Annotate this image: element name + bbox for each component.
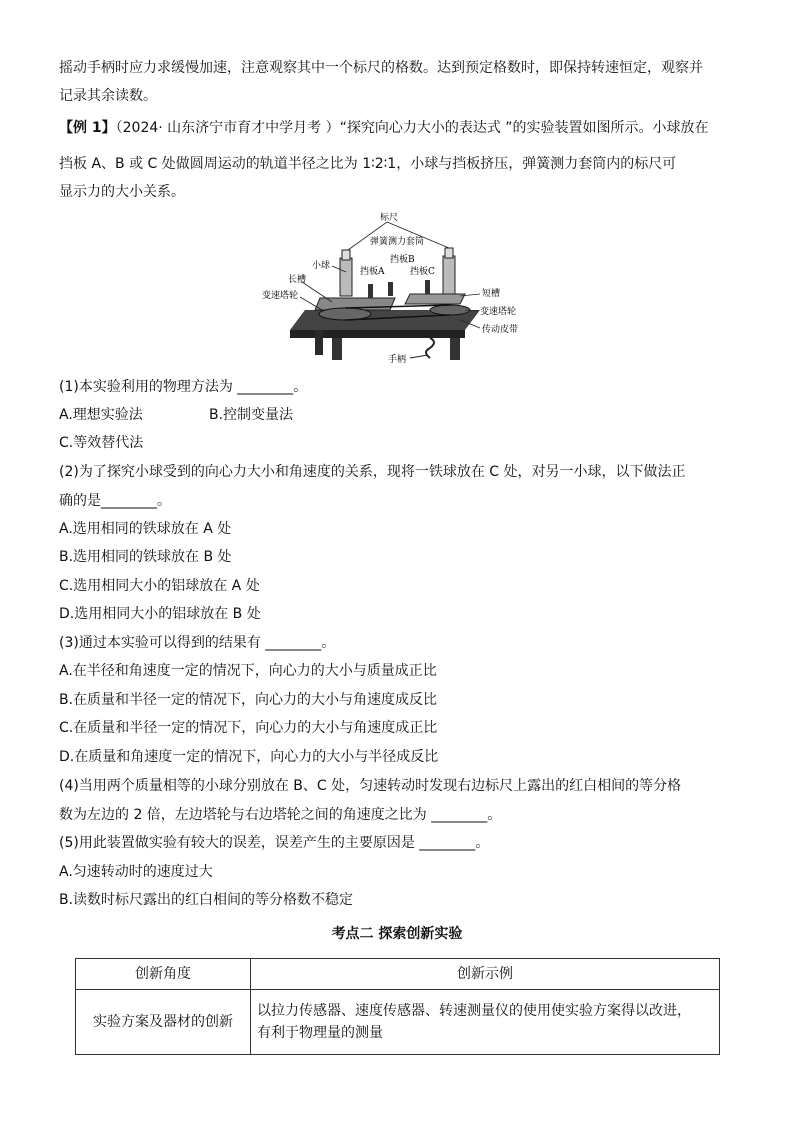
intro-line-2: 记录其余读数。	[59, 88, 157, 104]
table-cell-example	[251, 990, 720, 1055]
q1-options-row	[59, 405, 739, 425]
q2-line-1: (2)为了探究小球受到的向心力大小和角速度的关系，现将一铁球放在 C 处，对另一小球，以下做法正	[59, 464, 686, 480]
label-long-slot: 长槽	[288, 275, 307, 285]
section-title: 考点二 探索创新实验	[331, 926, 463, 942]
example-tag: 【例 1】	[59, 120, 116, 136]
q4-line-1: (4)当用两个质量相等的小球分别放在 B、C 处，匀速转动时发现右边标尺上露出的红白相间的等分格	[59, 778, 682, 794]
table-header-example: 创新示例	[251, 959, 720, 990]
q3-option-c: C.在质量和半径一定的情况下，向心力的大小与角速度成正比	[59, 720, 438, 736]
q1: (1)本实验利用的物理方法为 ________。	[59, 379, 308, 395]
table-header-row	[76, 959, 720, 990]
example-line-1	[59, 118, 739, 138]
table-row	[76, 990, 720, 1055]
q2-line-2: 确的是________。	[59, 493, 171, 509]
label-tower-left: 变速塔轮	[262, 291, 299, 301]
q3-option-d: D.在质量和角速度一定的情况下，向心力的大小与半径成反比	[59, 749, 439, 765]
q2-option-d: D.选用相同大小的铝球放在 B 处	[59, 606, 261, 622]
table-cell-example-line-2: 有利于物理量的测量	[257, 1025, 383, 1041]
q3-option-b: B.在质量和半径一定的情况下，向心力的大小与角速度成反比	[59, 692, 438, 708]
q5-option-b: B.读数时标尺露出的红白相间的等分格数不稳定	[59, 892, 354, 908]
q1-option-b: B.控制变量法	[209, 407, 294, 423]
innovation-table	[75, 958, 720, 1055]
table-cell-example-line-1: 以拉力传感器、速度传感器、转速测量仪的使用使实验方案得以改进，	[257, 1003, 691, 1019]
intro-line-1: 摇动手柄时应力求缓慢加速，注意观察其中一个标尺的格数。达到预定格数时，即保持转速恒定，观察并	[59, 60, 703, 76]
table-header-angle: 创新角度	[76, 959, 251, 990]
example-line-3: 显示力的大小关系。	[59, 184, 185, 200]
example-line-2: 挡板 A、B 或 C 处做圆周运动的轨道半径之比为 1∶2∶1，小球与挡板挤压，弹簧测力套筒内的标尺可	[59, 156, 677, 172]
label-sleeve: 弹簧测力套筒	[370, 237, 425, 247]
apparatus-figure	[260, 210, 530, 370]
q2-option-a: A.选用相同的铁球放在 A 处	[59, 521, 232, 537]
label-baffle-b: 挡板B	[390, 255, 415, 265]
label-short-slot: 短槽	[482, 289, 501, 299]
q3-option-a: A.在半径和角速度一定的情况下，向心力的大小与质量成正比	[59, 663, 437, 679]
label-baffle-c: 挡板C	[410, 267, 435, 277]
table-cell-angle: 实验方案及器材的创新	[76, 990, 251, 1055]
label-belt: 传动皮带	[482, 325, 519, 335]
label-ruler: 标尺	[380, 213, 399, 223]
label-handle: 手柄	[388, 355, 407, 365]
label-tower-right: 变速塔轮	[480, 307, 517, 317]
q1-option-a: A.理想实验法	[59, 407, 143, 423]
q5: (5)用此装置做实验有较大的误差，误差产生的主要原因是 ________。	[59, 835, 490, 851]
example-source: （2024· 山东济宁市育才中学月考 ）“探究向心力大小的表达式 ”的实验装置如图所示。小球放在	[115, 120, 709, 136]
q4-line-2: 数为左边的 2 倍，左边塔轮与右边塔轮之间的角速度之比为 ________。	[59, 807, 502, 823]
q2-option-b: B.选用相同的铁球放在 B 处	[59, 549, 232, 565]
q3: (3)通过本实验可以得到的结果有 ________。	[59, 635, 336, 651]
q1-option-c: C.等效替代法	[59, 435, 144, 451]
label-ball: 小球	[312, 261, 331, 271]
label-baffle-a: 挡板A	[360, 267, 385, 277]
q5-option-a: A.匀速转动时的速度过大	[59, 864, 213, 880]
q2-option-c: C.选用相同大小的铝球放在 A 处	[59, 578, 260, 594]
